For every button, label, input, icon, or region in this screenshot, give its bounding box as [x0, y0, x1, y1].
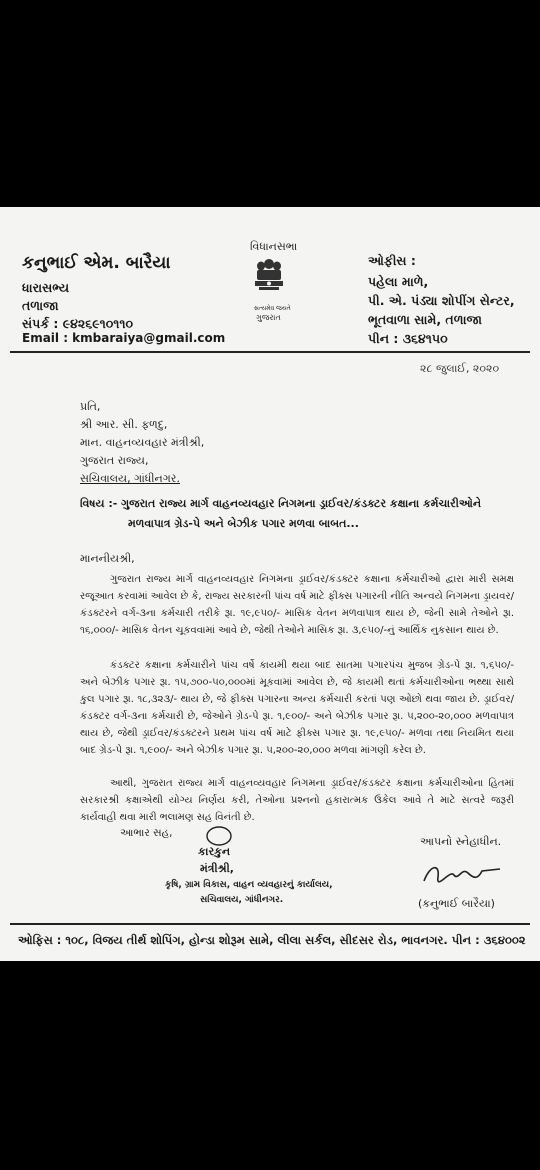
body-paragraph-2: કંડક્ટર કક્ષાના કર્મચારીને પાંચ વર્ષે કાયમી થયા બાદ સાતમા પગારપંચ મુજબ ગ્રેડ-પે રૂા. ૧,૬૫૦/- અને બેઝીક પગાર રૂા. ૧૫,૭૦૦-૫૦,૦૦૦માં મૂકવામાં આવેલ છે, જે કાયમી થતાં કર્મચારીઓના ભથ્થા સાથે કુલ પગાર રૂા. ૧૮,૩૨૩/- થાય છે, જે ફીક્સ પગારના અન્ય કર્મચારી કરતાં પણ ઓછો થવા જાય છે. ડ્રાઈવર/કંડક્ટર વર્ગ-૩ના કર્મચારી છે, જેઓને ગ્રેડ-પે રૂા. ૧,૯૦૦/- અને બેઝીક પગાર રૂા. ૫,૨૦૦-૨૦,૦૦૦ મળવાપાત્ર થાય છે, જેથી ડ્રાઈવર/કંડક્ટરને પ્રથમ પાંચ વર્ષ માટે ફીક્સ પગાર રૂા. ૧૯,૯૫૦/- મળવા તથા નિયમિત થયા બાદ ગ્રેડ-પે રૂા. ૧,૯૦૦/- અને બેઝીક પગાર રૂા. ૫,૨૦૦-૨૦,૦૦૦ મળવા માંગણી કરેલ છે.	[80, 660, 514, 756]
office-line2: પી. એ. પંડ્યા શોપીંગ સેન્ટર,	[368, 293, 515, 308]
letter-page	[0, 207, 540, 961]
footer-address: ઓફિસ : ૧૦૮, વિજય તીર્થ શોપિંગ, હોન્ડા શોરૂમ સામે, લીલા સર્કલ, સીદસર રોડ, ભાવનગર. પીન : ૩૬૪૦૦૨	[18, 933, 526, 947]
signature-icon	[420, 859, 505, 889]
state-emblem-icon	[248, 255, 290, 303]
recipient-state: ગુજરાત રાજ્ય,	[80, 454, 149, 467]
stamp-line2: મંત્રીશ્રી,	[200, 862, 234, 875]
thanks-line: આભાર સહ,	[120, 827, 173, 839]
office-label: ઓફીસ :	[368, 253, 416, 268]
sender-designation: ધારાસભ્ય	[22, 280, 70, 295]
recipient-prati: પ્રતિ,	[80, 400, 101, 413]
sender-place: તળાજા	[22, 298, 59, 313]
office-line3: ભૂતવાળા સામે, તળાજા	[368, 312, 482, 327]
subject-line1: વિષય :- ગુજરાત રાજ્ય માર્ગ વાહનવ્યવહાર નિગમના ડ્રાઈવર/કંડક્ટર કક્ષાના કર્મચારીઓને	[80, 497, 482, 510]
assembly-label: વિધાનસભા	[250, 240, 298, 253]
emblem-motto: સત્યમેવ જયતે	[254, 305, 291, 312]
sender-phone: સંપર્ક : ૯૪૨૬૯૧૦૧૧૦	[22, 316, 134, 331]
letter-date: ૨૮ જુલાઈ, ૨૦૨૦	[420, 362, 500, 375]
signoff-closing: આપનો સ્નેહાધીન.	[420, 835, 502, 848]
header-divider	[10, 351, 530, 353]
signer-name: (કનુભાઈ બારૈયા)	[418, 897, 495, 910]
salutation: માનનીયશ્રી,	[80, 552, 135, 565]
recipient-name: શ્રી આર. સી. ફળદુ,	[80, 418, 168, 431]
sender-name: કનુભાઈ એમ. બારૈયા	[22, 253, 171, 273]
stamp-line1: કારકુન	[198, 845, 231, 858]
subject-line2: મળવાપાત્ર ગ્રેડ-પે અને બેઝીક પગાર મળવા બાબત...	[128, 517, 359, 530]
recipient-title: માન. વાહનવ્યવહાર મંત્રીશ્રી,	[80, 436, 205, 449]
stamp-line4: સચિવાલય, ગાંધીનગર.	[200, 895, 284, 905]
body-paragraph-1: ગુજરાત રાજ્ય માર્ગ વાહનવ્યવહાર નિગમના ડ્રાઈવર/કંડક્ટર કક્ષાના કર્મચારીઓ દ્વારા મારી સમક્ષ રજૂઆત કરવામાં આવેલ છે કે, રાજ્ય સરકારની પાંચ વર્ષ માટે ફીક્સ પગારની નીતિ અન્વયે નિગમના ડ્રાયવર/કંડક્ટરને વર્ગ-૩ના કર્મચારી તરીકે રૂા. ૧૯,૯૫૦/- માસિક વેતન મળવાપાત્ર થાય છે, જેની સામે તેઓને રૂા. ૧૬,૦૦૦/- માસિક વેતન ચૂકવવામાં આવે છે, જેથી તેઓને માસિક રૂા. ૩,૯૫૦/-નું આર્થિક નુકસાન થાય છે.	[80, 574, 514, 636]
recipient-office: સચિવાલય, ગાંધીનગર.	[80, 472, 180, 485]
stamp-line3: કૃષિ, ગ્રામ વિકાસ, વાહન વ્યવહારનું કાર્યાલય,	[165, 880, 333, 890]
emblem-state: ગુજરાત	[256, 313, 281, 322]
body-paragraph-3: આથી, ગુજરાત રાજ્ય માર્ગ વાહનવ્યવહાર નિગમના ડ્રાઈવર/કંડક્ટર કક્ષાના કર્મચારીઓના હિતમાં સરકારશ્રી કક્ષાએથી યોગ્ય નિર્ણય કરી, તેઓના પ્રશ્નનો હકારાત્મક ઉકેલ આવે તે માટે સત્વરે જરૂરી કાર્યવાહી થવા મારી ભલામણ સહ વિનંતી છે.	[80, 778, 514, 823]
office-pin: પીન : ૩૬૪૧૫૦	[368, 331, 448, 346]
footer-divider	[10, 923, 530, 925]
sender-email: Email : kmbaraiya@gmail.com	[22, 331, 226, 345]
office-line1: પહેલા માળે,	[368, 274, 429, 289]
received-mark-icon	[205, 825, 233, 847]
